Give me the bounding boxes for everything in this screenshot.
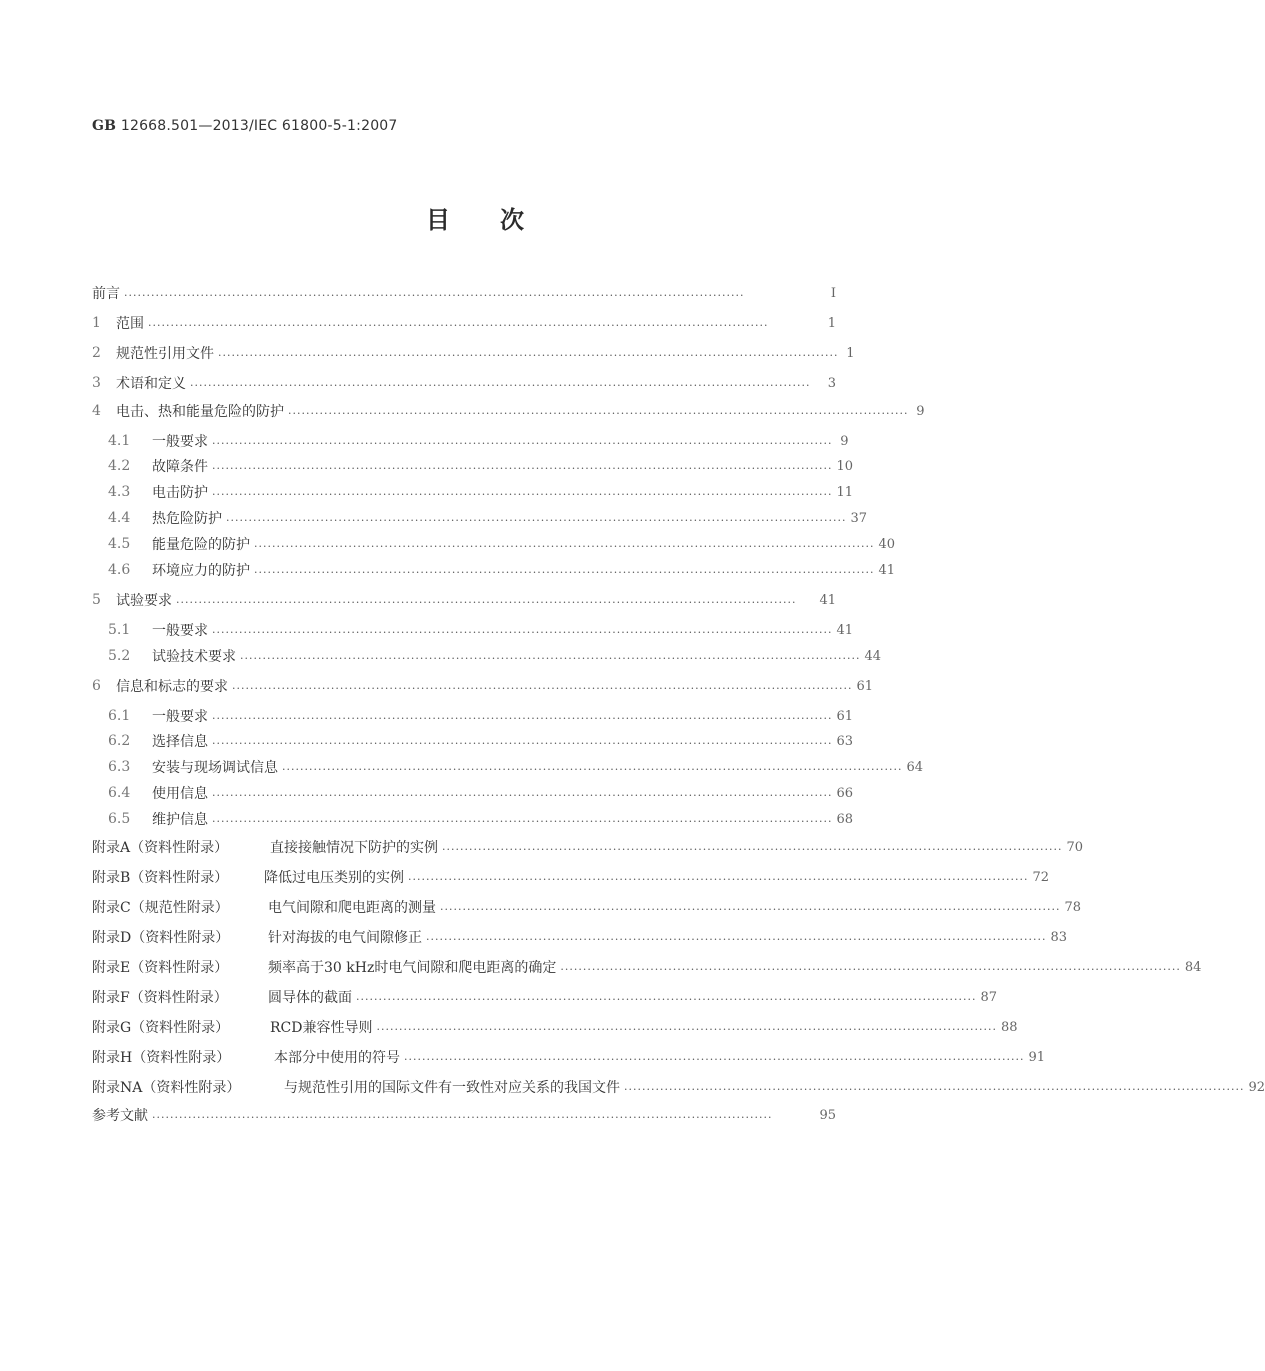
toc-page: 78 bbox=[1064, 899, 1082, 915]
toc-leader: ·········································································································································· bbox=[176, 596, 797, 609]
toc-leader: ·········································································································································· bbox=[212, 488, 833, 501]
standard-prefix: GB bbox=[92, 118, 117, 134]
toc-number: 6.1 bbox=[108, 708, 131, 724]
toc-row[interactable] bbox=[108, 645, 882, 667]
toc-leader: ·········································································································································· bbox=[212, 737, 833, 750]
toc-row[interactable] bbox=[92, 342, 855, 364]
annex-title: 直接接触情况下防护的实例 bbox=[270, 840, 438, 856]
toc-number: 6.5 bbox=[108, 811, 131, 827]
toc-page: 44 bbox=[864, 648, 882, 664]
toc-page: 70 bbox=[1066, 839, 1084, 855]
page-title: 目次 bbox=[426, 205, 574, 234]
toc-leader: ·········································································································································· bbox=[560, 963, 1181, 976]
toc-row[interactable] bbox=[92, 589, 836, 611]
toc-leader: ·········································································································································· bbox=[442, 843, 1063, 856]
annex-label: 附录F（资料性附录） bbox=[92, 990, 228, 1006]
annex-title: 针对海拔的电气间隙修正 bbox=[268, 930, 422, 946]
toc-page: 41 bbox=[819, 592, 836, 608]
toc-leader: ·········································································································································· bbox=[624, 1083, 1245, 1096]
toc-leader: ·········································································································································· bbox=[282, 763, 903, 776]
toc-number: 3 bbox=[92, 375, 101, 391]
toc-label: 试验要求 bbox=[116, 593, 172, 609]
toc-label: 规范性引用文件 bbox=[116, 346, 214, 362]
toc-page: 1 bbox=[827, 315, 836, 331]
toc-row[interactable] bbox=[92, 400, 925, 422]
toc-label: 热危险防护 bbox=[152, 511, 222, 527]
toc-row[interactable] bbox=[108, 782, 854, 804]
toc-page: 37 bbox=[850, 510, 868, 526]
toc-number: 4.6 bbox=[108, 562, 131, 578]
toc-leader: ·········································································································································· bbox=[254, 566, 875, 579]
toc-page: 61 bbox=[836, 708, 854, 724]
toc-label: 电击、热和能量危险的防护 bbox=[116, 404, 284, 420]
toc-page: 3 bbox=[827, 375, 836, 391]
toc-number: 5 bbox=[92, 592, 101, 608]
toc-number: 6.3 bbox=[108, 759, 131, 775]
toc-page: 88 bbox=[1001, 1019, 1018, 1035]
annex-row[interactable] bbox=[92, 1016, 1018, 1038]
references-row[interactable] bbox=[92, 1104, 836, 1126]
toc-leader: ·········································································································································· bbox=[212, 815, 833, 828]
toc-number: 2 bbox=[92, 345, 101, 361]
annex-row[interactable] bbox=[92, 1046, 1046, 1068]
toc-page: 40 bbox=[878, 536, 896, 552]
toc-page: 95 bbox=[819, 1107, 836, 1123]
annex-label: 附录C（规范性附录） bbox=[92, 900, 229, 916]
annex-label: 附录A（资料性附录） bbox=[92, 840, 229, 856]
toc-label: 信息和标志的要求 bbox=[116, 679, 228, 695]
toc-label: 一般要求 bbox=[152, 709, 208, 725]
annex-title: 圆导体的截面 bbox=[268, 990, 352, 1006]
toc-row[interactable] bbox=[108, 481, 854, 503]
toc-leader: ·········································································································································· bbox=[240, 652, 861, 665]
toc-page: 63 bbox=[836, 733, 854, 749]
toc-leader: ·········································································································································· bbox=[212, 626, 833, 639]
toc-page: 91 bbox=[1028, 1049, 1046, 1065]
toc-page: 1 bbox=[846, 345, 855, 361]
toc-number: 1 bbox=[92, 315, 101, 331]
toc-leader: ·········································································································································· bbox=[254, 540, 875, 553]
annex-label: 附录H（资料性附录） bbox=[92, 1050, 231, 1066]
references-label: 参考文献 bbox=[92, 1108, 148, 1124]
toc-row[interactable] bbox=[92, 372, 836, 394]
toc-row[interactable] bbox=[108, 756, 924, 778]
toc-leader: ·········································································································································· bbox=[148, 319, 769, 332]
toc-leader: ·········································································································································· bbox=[226, 514, 847, 527]
toc-label: 环境应力的防护 bbox=[152, 563, 250, 579]
toc-page: 72 bbox=[1032, 869, 1050, 885]
toc-label: 电击防护 bbox=[152, 485, 208, 501]
annex-title: 本部分中使用的符号 bbox=[274, 1050, 400, 1066]
toc-leader: ·········································································································································· bbox=[404, 1053, 1025, 1066]
toc-row[interactable] bbox=[108, 705, 854, 727]
annex-label: 附录E（资料性附录） bbox=[92, 960, 229, 976]
toc-page: 10 bbox=[836, 458, 854, 474]
toc-label: 术语和定义 bbox=[116, 376, 186, 392]
toc-label: 故障条件 bbox=[152, 459, 208, 475]
annex-title: 频率高于30 kHz时电气间隙和爬电距离的确定 bbox=[268, 960, 557, 976]
toc-page: 41 bbox=[878, 562, 896, 578]
toc-leader: ·········································································································································· bbox=[152, 1111, 773, 1124]
toc-label: 使用信息 bbox=[152, 786, 208, 802]
toc-number: 4 bbox=[92, 403, 101, 419]
toc-page: 9 bbox=[840, 433, 849, 449]
toc-row[interactable] bbox=[108, 808, 854, 830]
toc-label: 前言 bbox=[92, 286, 120, 302]
annex-row[interactable] bbox=[92, 836, 1084, 858]
toc-page: 68 bbox=[836, 811, 854, 827]
annex-label: 附录B（资料性附录） bbox=[92, 870, 229, 886]
toc-page: 66 bbox=[836, 785, 854, 801]
toc-leader: ·········································································································································· bbox=[190, 379, 811, 392]
toc-label: 维护信息 bbox=[152, 812, 208, 828]
annex-row[interactable] bbox=[92, 1076, 1265, 1098]
toc-label: 一般要求 bbox=[152, 623, 208, 639]
toc-leader: ·········································································································································· bbox=[212, 437, 833, 450]
toc-page: 61 bbox=[856, 678, 874, 694]
toc-row[interactable] bbox=[108, 533, 896, 555]
toc-page: 92 bbox=[1248, 1079, 1265, 1095]
toc-number: 5.1 bbox=[108, 622, 131, 638]
toc-row[interactable] bbox=[108, 507, 868, 529]
toc-leader: ·········································································································································· bbox=[440, 903, 1061, 916]
toc-label: 能量危险的防护 bbox=[152, 537, 250, 553]
toc-page: 87 bbox=[980, 989, 998, 1005]
toc-leader: ·········································································································································· bbox=[376, 1023, 998, 1036]
toc-label: 范围 bbox=[116, 316, 144, 332]
toc-number: 4.1 bbox=[108, 433, 131, 449]
standard-code bbox=[92, 118, 398, 134]
toc-number: 4.2 bbox=[108, 458, 131, 474]
toc-page: 41 bbox=[836, 622, 854, 638]
toc-row[interactable] bbox=[108, 455, 854, 477]
annex-label: 附录D（资料性附录） bbox=[92, 930, 230, 946]
annex-row[interactable] bbox=[92, 956, 1202, 978]
toc-number: 5.2 bbox=[108, 648, 131, 664]
toc-row[interactable] bbox=[92, 282, 836, 304]
annex-title: 降低过电压类别的实例 bbox=[264, 870, 404, 886]
toc-leader: ·········································································································································· bbox=[288, 407, 909, 420]
toc-leader: ·········································································································································· bbox=[124, 289, 745, 302]
annex-title: 电气间隙和爬电距离的测量 bbox=[268, 900, 436, 916]
toc-leader: ·········································································································································· bbox=[212, 712, 833, 725]
toc-leader: ·········································································································································· bbox=[212, 789, 833, 802]
toc-leader: ·········································································································································· bbox=[218, 349, 839, 362]
toc-label: 选择信息 bbox=[152, 734, 208, 750]
toc-row[interactable] bbox=[92, 675, 874, 697]
standard-number: 12668.501—2013/IEC 61800-5-1:2007 bbox=[120, 118, 398, 134]
annex-row[interactable] bbox=[92, 866, 1050, 888]
toc-leader: ·········································································································································· bbox=[212, 462, 833, 475]
annex-title: 与规范性引用的国际文件有一致性对应关系的我国文件 bbox=[284, 1080, 620, 1096]
toc-leader: ·········································································································································· bbox=[356, 993, 977, 1006]
toc-label: 试验技术要求 bbox=[152, 649, 236, 665]
annex-row[interactable] bbox=[92, 926, 1068, 948]
toc-page: 84 bbox=[1184, 959, 1202, 975]
toc-number: 6 bbox=[92, 678, 101, 694]
toc-number: 4.3 bbox=[108, 484, 131, 500]
annex-row[interactable] bbox=[92, 986, 998, 1008]
toc-number: 4.4 bbox=[108, 510, 131, 526]
toc-row[interactable] bbox=[108, 619, 854, 641]
toc-number: 6.4 bbox=[108, 785, 131, 801]
toc-leader: ·········································································································································· bbox=[408, 873, 1029, 886]
toc-page: 11 bbox=[836, 484, 854, 500]
annex-row[interactable] bbox=[92, 896, 1082, 918]
toc-row[interactable] bbox=[92, 312, 836, 334]
toc-number: 4.5 bbox=[108, 536, 131, 552]
toc-page: 83 bbox=[1050, 929, 1068, 945]
toc-page: 64 bbox=[906, 759, 924, 775]
toc-row[interactable] bbox=[108, 430, 849, 452]
toc-leader: ·········································································································································· bbox=[426, 933, 1047, 946]
annex-label: 附录NA（资料性附录） bbox=[92, 1080, 241, 1096]
annex-label: 附录G（资料性附录） bbox=[92, 1020, 230, 1036]
toc-label: 安装与现场调试信息 bbox=[152, 760, 278, 776]
toc-page: I bbox=[830, 285, 836, 301]
toc-leader: ·········································································································································· bbox=[232, 682, 853, 695]
toc-number: 6.2 bbox=[108, 733, 131, 749]
toc-row[interactable] bbox=[108, 730, 854, 752]
toc-row[interactable] bbox=[108, 559, 896, 581]
toc-page: 9 bbox=[916, 403, 925, 419]
toc-label: 一般要求 bbox=[152, 434, 208, 450]
annex-title: RCD兼容性导则 bbox=[270, 1020, 373, 1036]
